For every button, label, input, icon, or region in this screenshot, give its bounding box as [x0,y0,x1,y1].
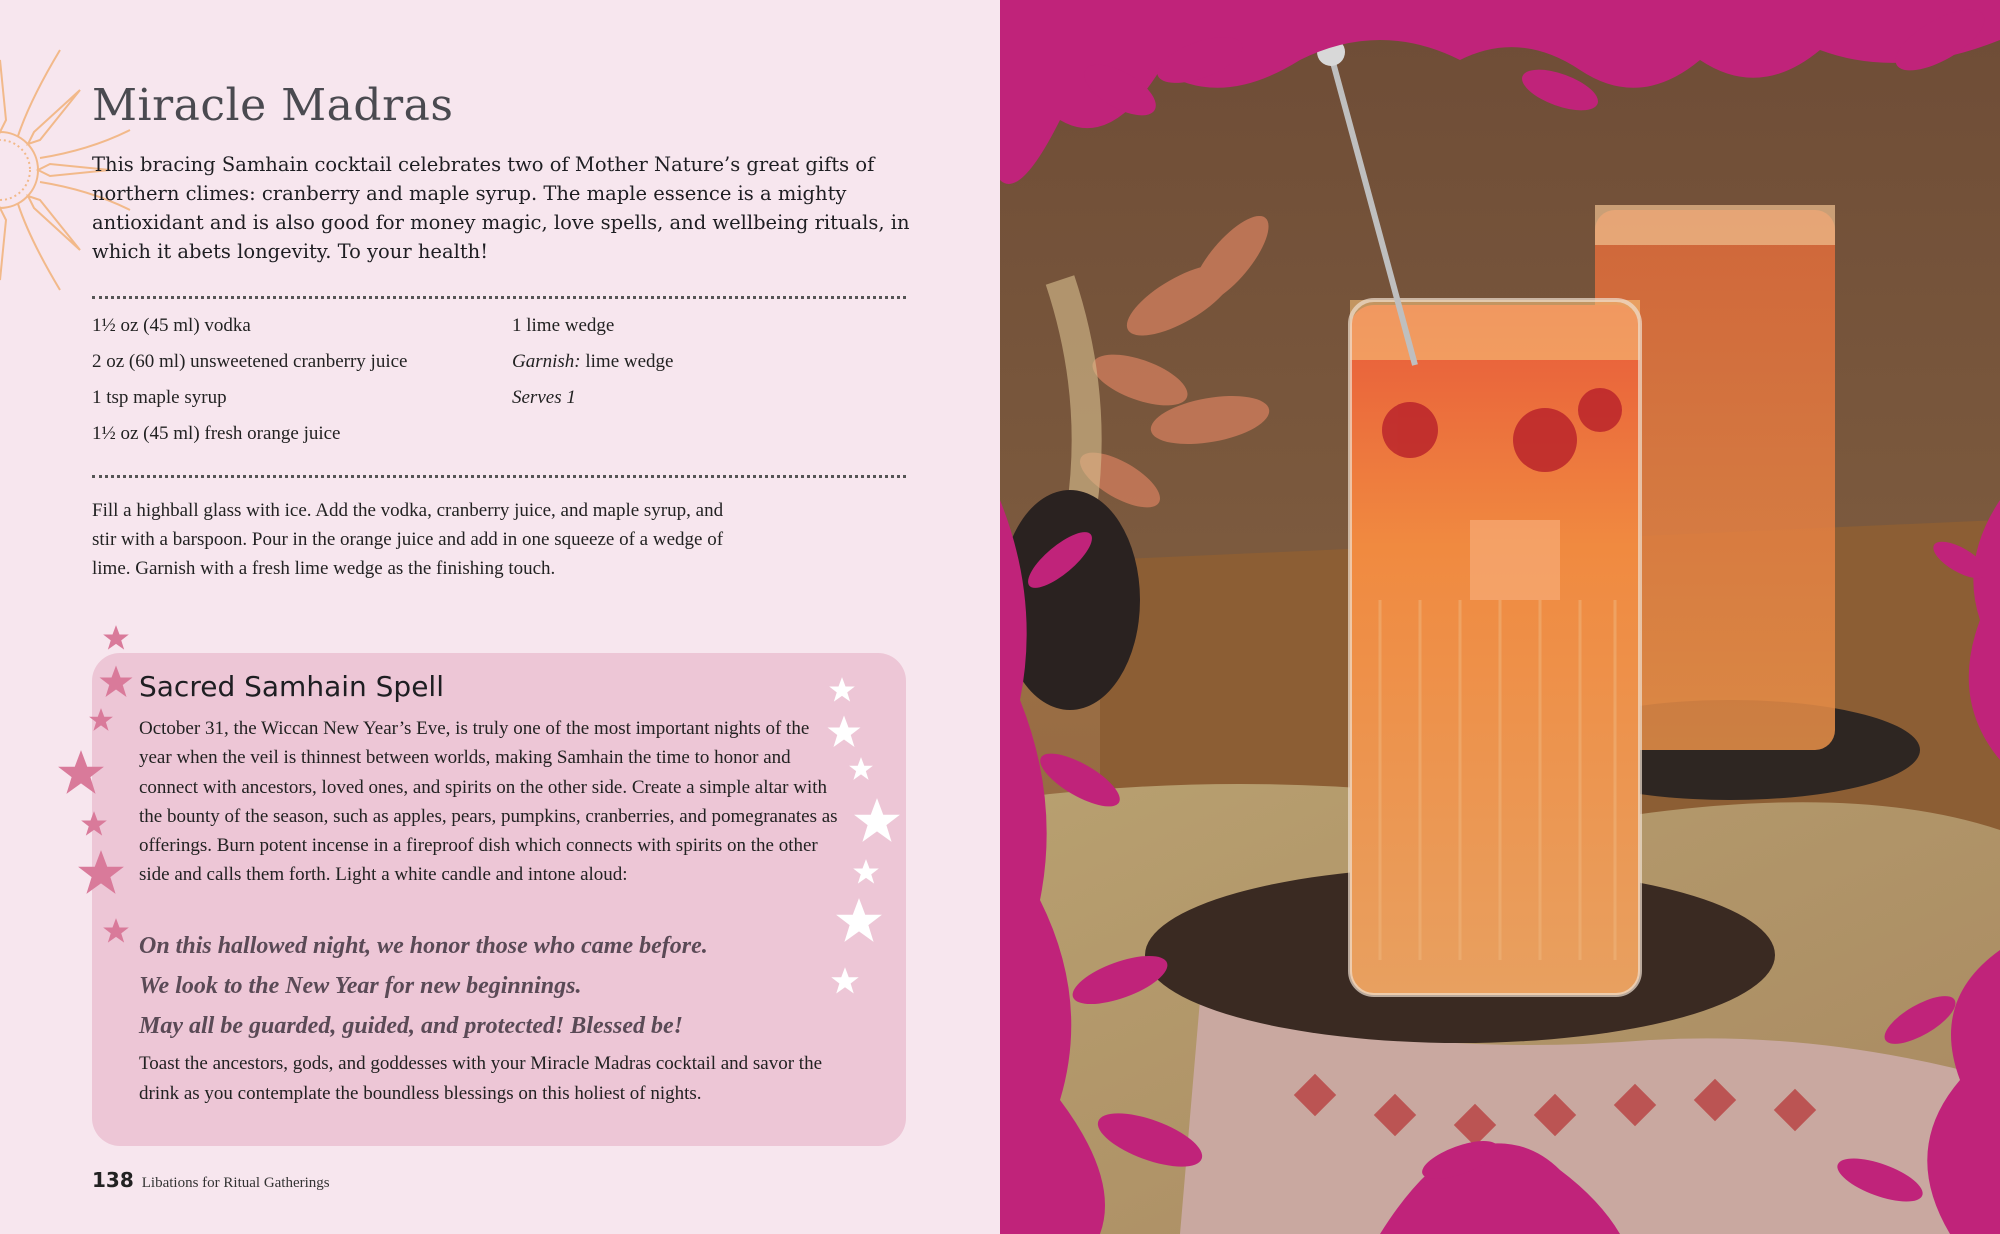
recipe-intro: This bracing Samhain cocktail celebrates two of Mother Nature’s great gifts of northern climes: cranberry and maple syrup. The maple essence is a mighty antioxidant and is also good for money magic, love spells, and wellbeing rituals, in which it abets longevity. To your health! [92,153,910,263]
star-icon [828,676,856,704]
star-icon [56,748,106,798]
star-icon [98,664,134,700]
chant-line: May all be guarded, guided, and protected! Blessed be! [139,1013,683,1039]
right-page [1000,0,2000,1234]
star-icon [830,966,860,996]
cocktail-photo [1000,0,2000,1234]
star-icon [102,624,130,652]
ingredient-item: 1 lime wedge [512,315,615,336]
recipe-method: Fill a highball glass with ice. Add the vodka, cranberry juice, and maple syrup, and stir with a barspoon. Pour in the orange juice and add in one squeeze of a wedge of lime. Garnish with a fresh lime wedge as the finishing touch. [92,500,724,579]
recipe-title: Miracle Madras [92,80,454,131]
spell-body: October 31, the Wiccan New Year’s Eve, is truly one of the most important nights of the year when the veil is thinnest between worlds, making Samhain the time to honor and connect with ancestors, loved ones, and spirits on the other side. Create a simple altar with the bounty of the season, such as apples, pears, pumpkins, cranberries, and pomegranates as offerings. Burn potent incense in a fireproof dish which connects with spirits on the other side and calls them forth. Light a white candle and intone aloud: [139,718,838,886]
spell-chant [139,926,708,1046]
dotted-divider [92,296,906,299]
ingredient-list-secondary [512,312,673,420]
garnish-value: lime wedge [580,351,674,372]
star-icon [848,756,874,782]
section-title: Libations for Ritual Gatherings [141,1175,330,1191]
page-number: 138 [92,1168,134,1192]
star-icon [102,917,130,945]
star-icon [88,707,114,733]
chant-line: On this hallowed night, we honor those who came before. [139,933,708,959]
serves-line: Serves 1 [512,387,576,408]
ingredient-item: 1½ oz (45 ml) vodka [92,315,251,336]
star-icon [852,858,880,886]
garnish-line [512,348,673,384]
page-footer [92,1168,330,1192]
star-icon [80,810,108,838]
spell-title: Sacred Samhain Spell [139,670,444,703]
ingredient-item: 1½ oz (45 ml) fresh orange juice [92,423,341,444]
garnish-label: Garnish: [512,351,581,372]
star-icon [834,896,884,946]
star-icon [852,796,902,846]
ingredient-item: 1 tsp maple syrup [92,387,227,408]
spell-closing: Toast the ancestors, gods, and goddesses with your Miracle Madras cocktail and savor the drink as you contemplate the boundless blessings on this holiest of nights. [139,1053,823,1104]
chant-line: We look to the New Year for new beginnings. [139,973,582,999]
ingredient-item: 2 oz (60 ml) unsweetened cranberry juice [92,351,408,372]
dotted-divider [92,475,906,478]
star-icon [76,848,126,898]
ingredient-list [92,312,407,456]
star-icon [826,714,862,750]
